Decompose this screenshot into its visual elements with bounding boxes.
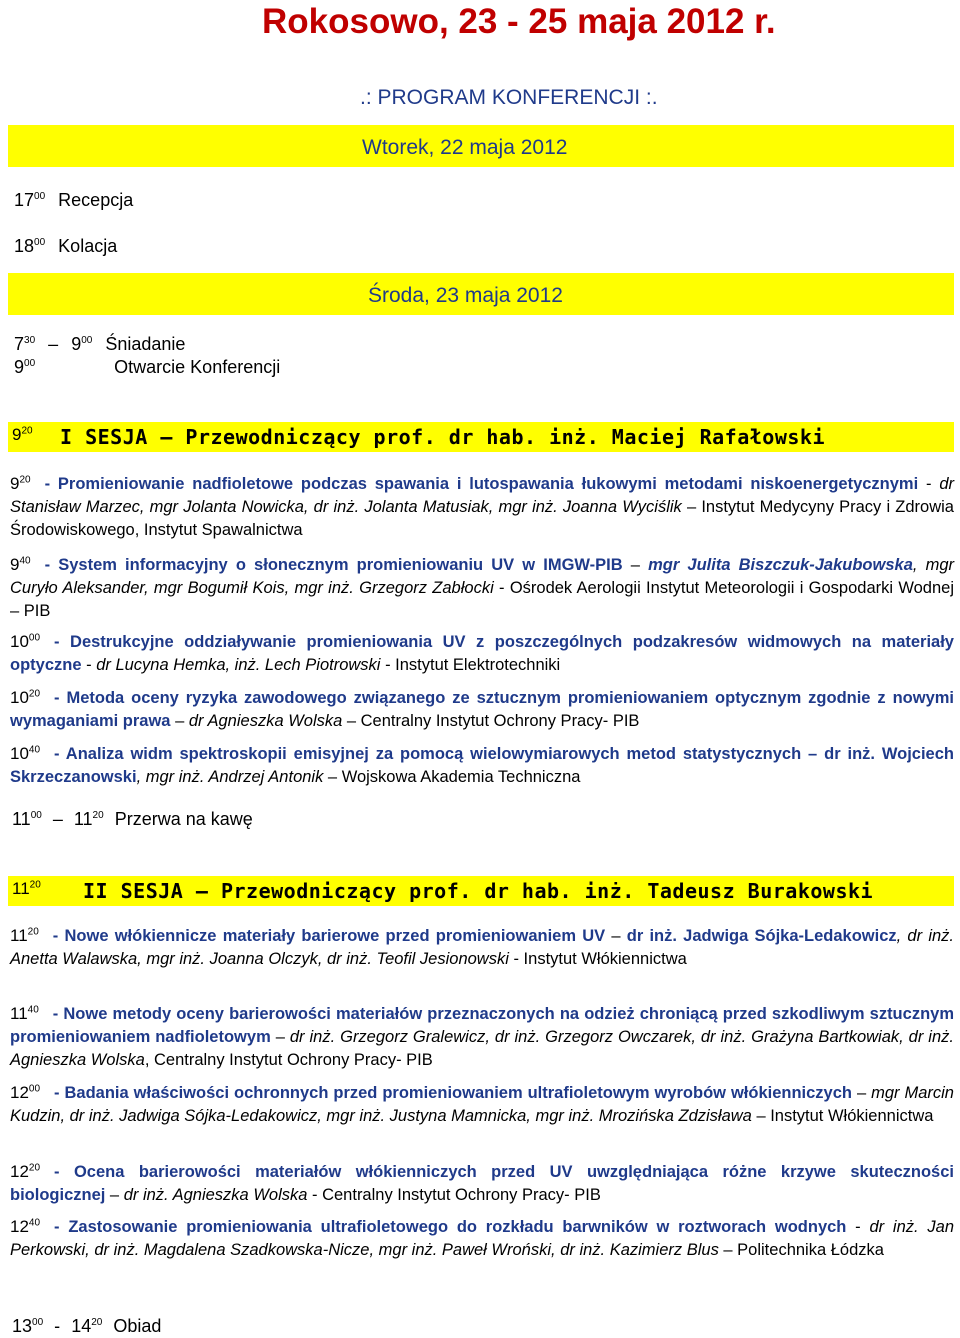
schedule-item-reception: $17^{00}$ Recepcja bbox=[14, 190, 134, 210]
talk-item: $9^{20}$ - Promieniowanie nadfioletowe podczas spawania i lutospawania łukowymi metodami niskoenergetycznymi - dr Stanisław Marzec, mgr Jolanta Nowicka, dr inż. Jolanta Matusiak, mgr inż. Joanna Wyciślik – Instytut Medycyny Pracy i Zdrowia Środowiskowego, Instytut Spawalnictwa bbox=[10, 474, 954, 539]
schedule-item-opening: $9^{00}$ Otwarcie Konferencji bbox=[14, 357, 281, 377]
program-heading: .: PROGRAM KONFERENCJI :. bbox=[360, 86, 658, 109]
day1-heading: Wtorek, 22 maja 2012 bbox=[362, 136, 568, 159]
schedule-item-lunch: $13^{00} - 14^{20}$ Obiad bbox=[12, 1316, 162, 1336]
schedule-item-breakfast: $7^{30} - 9^{00}$ Śniadanie bbox=[14, 334, 186, 354]
talk-item: $10^{00}$ - Destrukcyjne oddziaływanie promieniowania UV z poszczególnych podzakresów widmowych na materiały optyczne - dr Lucyna Hemka, inż. Lech Piotrowski - Instytut Elektrotechniki bbox=[10, 632, 954, 674]
talk-item: $12^{00}$ - Badania właściwości ochronnych przed promieniowaniem ultrafioletowym wyrobów włókienniczych – mgr Marcin Kudzin, dr inż. Jadwiga Sójka-Ledakowicz, mgr inż. Justyna Mamnicka, mgr inż. Mrozińska Zdzisława – Instytut Włókiennictwa bbox=[10, 1083, 954, 1125]
talk-item: $11^{20}$ - Nowe włókiennicze materiały barierowe przed promieniowaniem UV – dr inż. Jadwiga Sójka-Ledakowicz, dr inż. Anetta Walawska, mgr inż. Joanna Olczyk, dr inż. Teofil Jesionowski - Instytut Włókiennictwa bbox=[10, 926, 954, 968]
session2-title: II SESJA – Przewodniczący prof. dr hab. inż. Tadeusz Burakowski bbox=[83, 879, 874, 903]
talk-item: $9^{40}$ - System informacyjny o słonecznym promieniowaniu UV w IMGW-PIB – mgr Julita Biszczuk-Jakubowska, mgr Curyło Aleksander, mgr Bogumił Kois, mgr inż. Grzegorz Zabłocki - Ośrodek Aerologii Instytut Meteorologii i Gospodarki Wodnej – PIB bbox=[10, 555, 954, 620]
schedule-item-dinner: $18^{00}$ Kolacja bbox=[14, 236, 118, 256]
session1-header bbox=[8, 422, 954, 452]
talk-item: $11^{40}$ - Nowe metody oceny barierowości materiałów przeznaczonych na odzież chroniącą przed szkodliwym sztucznym promieniowaniem nadfioletowym – dr inż. Grzegorz Gralewicz, dr inż. Grzegorz Owczarek, dr inż. Grażyna Bartkowiak, dr inż. Agnieszka Wolska, Centralny Instytut Ochrony Pracy- PIB bbox=[10, 1004, 954, 1069]
session1-title: I SESJA – Przewodniczący prof. dr hab. inż. Maciej Rafałowski bbox=[60, 425, 826, 449]
schedule-item-coffee-break: $11^{00} - 11^{20}$ Przerwa na kawę bbox=[12, 809, 253, 829]
talk-item: $10^{20}$ - Metoda oceny ryzyka zawodowego związanego ze sztucznym promieniowaniem optycznym zgodnie z nowymi wymaganiami prawa – dr Agnieszka Wolska – Centralny Instytut Ochrony Pracy- PIB bbox=[10, 688, 954, 730]
day2-heading: Środa, 23 maja 2012 bbox=[368, 284, 563, 307]
page-title: Rokosowo, 23 - 25 maja 2012 r. bbox=[262, 2, 776, 41]
session2-header bbox=[8, 876, 954, 906]
talk-item: $12^{20}$ - Ocena barierowości materiałów włókienniczych przed UV uwzględniająca różne krzywe skuteczności biologicznej – dr inż. Agnieszka Wolska - Centralny Instytut Ochrony Pracy- PIB bbox=[10, 1162, 954, 1204]
talk-item: $12^{40}$ - Zastosowanie promieniowania ultrafioletowego do rozkładu barwników w roztworach wodnych - dr inż. Jan Perkowski, dr inż. Magdalena Szadkowska-Nicze, mgr inż. Paweł Wroński, dr inż. Kazimierz Blus – Politechnika Łódzka bbox=[10, 1217, 954, 1259]
talk-item: $10^{40}$ - Analiza widm spektroskopii emisyjnej za pomocą wielowymiarowych metod statystycznych – dr inż. Wojciech Skrzeczanowski, mgr inż. Andrzej Antonik – Wojskowa Akademia Techniczna bbox=[10, 744, 954, 786]
session2-time: $11^{20}$ bbox=[12, 879, 41, 898]
session1-time: $9^{20}$ bbox=[12, 425, 33, 444]
